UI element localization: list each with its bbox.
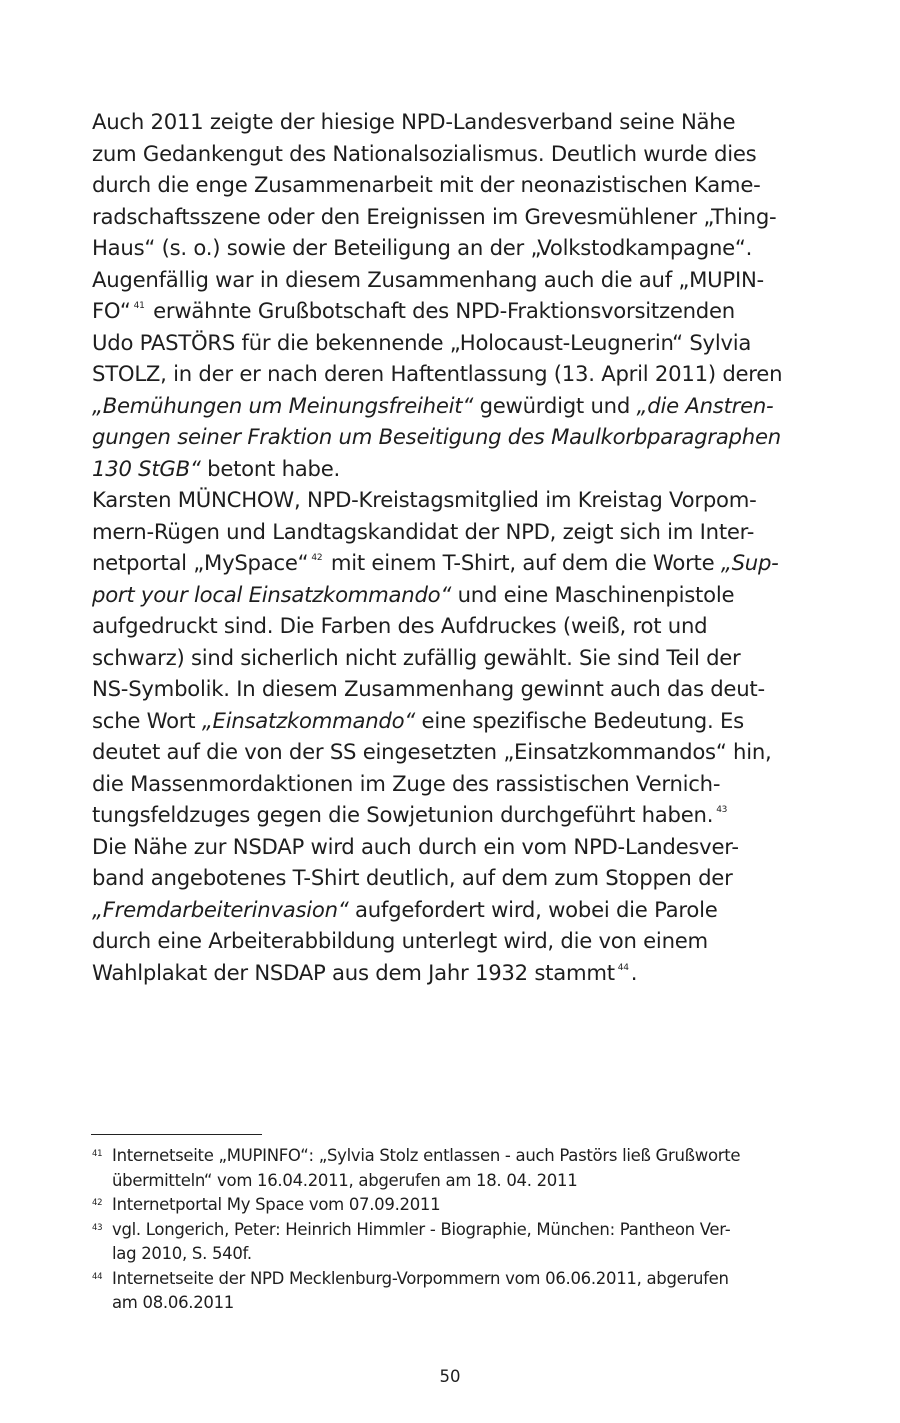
body-line — [92, 421, 808, 453]
body-line: band angebotenes T-Shirt deutlich, auf dem zum Stoppen der — [92, 865, 733, 890]
quote-continued: 130 StGB“ — [92, 455, 201, 481]
footnote-number: 44 — [92, 1271, 103, 1282]
body-segment: sche Wort — [92, 707, 196, 733]
page-number: 50 — [439, 1367, 461, 1386]
body-line: durch die enge Zusammenarbeit mit der neonazistischen Kame- — [92, 172, 761, 197]
body-line: Karsten MÜNCHOW, NPD-Kreistagsmitglied im Kreistag Vorpom- — [92, 487, 757, 512]
body-line: aufgedruckt sind. Die Farben des Aufdruckes (weiß, rot und — [92, 613, 708, 638]
body-line — [92, 957, 808, 989]
body-line: zum Gedankengut des Nationalsozialismus. Deutlich wurde dies — [92, 140, 757, 166]
quote-fremdarbeiterinvasion: „Fremdarbeiterinvasion“ — [92, 896, 349, 922]
quote-anstrengungen: „die Anstren- — [636, 392, 774, 418]
footnote-ref-42[interactable]: 42 — [311, 553, 323, 563]
body-segment: und eine Maschinenpistole — [457, 581, 735, 607]
body-segment: betont habe. — [207, 455, 340, 481]
body-segment: . — [630, 959, 638, 985]
body-line: NS-Symbolik. In diesem Zusammenhang gewinnt auch das deut- — [92, 676, 765, 701]
quote-einsatzkommando: „Einsatzkommando“ — [201, 707, 416, 733]
body-segment: aufgefordert wird, wobei die Parole — [355, 896, 718, 922]
footnote-line: lag 2010, S. 540f. — [112, 1244, 252, 1263]
body-line: mern-Rügen und Landtagskandidat der NPD, zeigt sich im Inter- — [92, 518, 755, 544]
body-line: Udo PASTÖRS für die bekennende „Holocaust-Leugnerin“ Sylvia — [92, 329, 752, 355]
body-line: deutet auf die von der SS eingesetzten „Einsatzkommandos“ hin, — [92, 739, 772, 764]
footnote-41 — [92, 1144, 808, 1193]
body-line: Die Nähe zur NSDAP wird auch durch ein vom NPD-Landesver- — [92, 833, 739, 859]
footnote-42 — [92, 1193, 808, 1218]
quote-meinungsfreiheit: „Bemühungen um Meinungsfreiheit“ — [92, 392, 474, 418]
quote-support: „Sup- — [720, 550, 779, 575]
footnote-line: Internetseite „MUPINFO“: „Sylvia Stolz entlassen - auch Pastörs ließ Grußworte — [112, 1146, 741, 1165]
quote-continued: gungen seiner Fraktion um Beseitigung des Maulkorbparagraphen — [92, 424, 781, 449]
body-line — [92, 799, 808, 831]
body-line: radschaftsszene oder den Ereignissen im Grevesmühlener „Thing- — [92, 203, 777, 229]
footnote-ref-41[interactable]: 41 — [133, 301, 145, 311]
body-segment: erwähnte Grußbotschaft des NPD-Fraktionsvorsitzenden — [153, 298, 735, 323]
footnote-line: vgl. Longerich, Peter: Heinrich Himmler - Biographie, München: Pantheon Ver- — [112, 1219, 731, 1239]
body-line: die Massenmordaktionen im Zuge des rassistischen Vernich- — [92, 770, 721, 796]
footnote-number: 41 — [92, 1149, 103, 1159]
footnote-line: Internetseite der NPD Mecklenburg-Vorpommern vom 06.06.2011, abgerufen — [112, 1268, 729, 1288]
body-line: Haus“ (s. o.) sowie der Beteiligung an der „Volkstodkampagne“. — [92, 235, 753, 260]
body-line: durch eine Arbeiterabbildung unterlegt wird, die von einem — [92, 928, 708, 953]
footnote-44 — [92, 1267, 808, 1316]
quote-support-continued: port your local Einsatzkommando“ — [92, 581, 452, 607]
footnote-line: am 08.06.2011 — [112, 1293, 235, 1312]
footnote-line: übermitteln“ vom 16.04.2011, abgerufen am 18. 04. 2011 — [112, 1170, 578, 1190]
body-segment: Wahlplakat der NSDAP aus dem Jahr 1932 stammt — [92, 959, 615, 985]
body-line: Augenfällig war in diesem Zusammenhang auch die auf „MUPIN- — [92, 266, 764, 292]
body-line: Auch 2011 zeigte der hiesige NPD-Landesverband seine Nähe — [92, 109, 736, 134]
body-segment: tungsfeldzuges gegen die Sowjetunion durchgeführt haben. — [92, 802, 714, 827]
body-text — [92, 106, 808, 988]
footnote-ref-43[interactable]: 43 — [716, 805, 728, 815]
body-line — [92, 453, 808, 485]
footnote-number: 42 — [92, 1198, 103, 1208]
body-segment: FO“ — [92, 298, 131, 323]
footnote-43 — [92, 1218, 808, 1267]
body-line — [92, 547, 808, 579]
body-segment: gewürdigt und — [479, 392, 631, 418]
body-line — [92, 295, 808, 327]
footnotes — [92, 1144, 808, 1316]
body-line — [92, 705, 808, 737]
body-line: STOLZ, in der er nach deren Haftentlassung (13. April 2011) deren — [92, 361, 783, 386]
body-line: schwarz) sind sicherlich nicht zufällig gewählt. Sie sind Teil der — [92, 644, 741, 670]
body-line — [92, 579, 808, 611]
body-segment: eine spezifische Bedeutung. Es — [421, 707, 744, 733]
body-line — [92, 390, 808, 422]
body-segment: netportal „MySpace“ — [92, 550, 309, 575]
footnote-ref-44[interactable]: 44 — [617, 962, 629, 973]
footnote-number: 43 — [92, 1222, 103, 1233]
body-line — [92, 894, 808, 926]
footnote-divider — [91, 1134, 262, 1135]
footnote-line: Internetportal My Space vom 07.09.2011 — [112, 1195, 441, 1214]
body-segment: mit einem T-Shirt, auf dem die Worte — [330, 550, 715, 575]
